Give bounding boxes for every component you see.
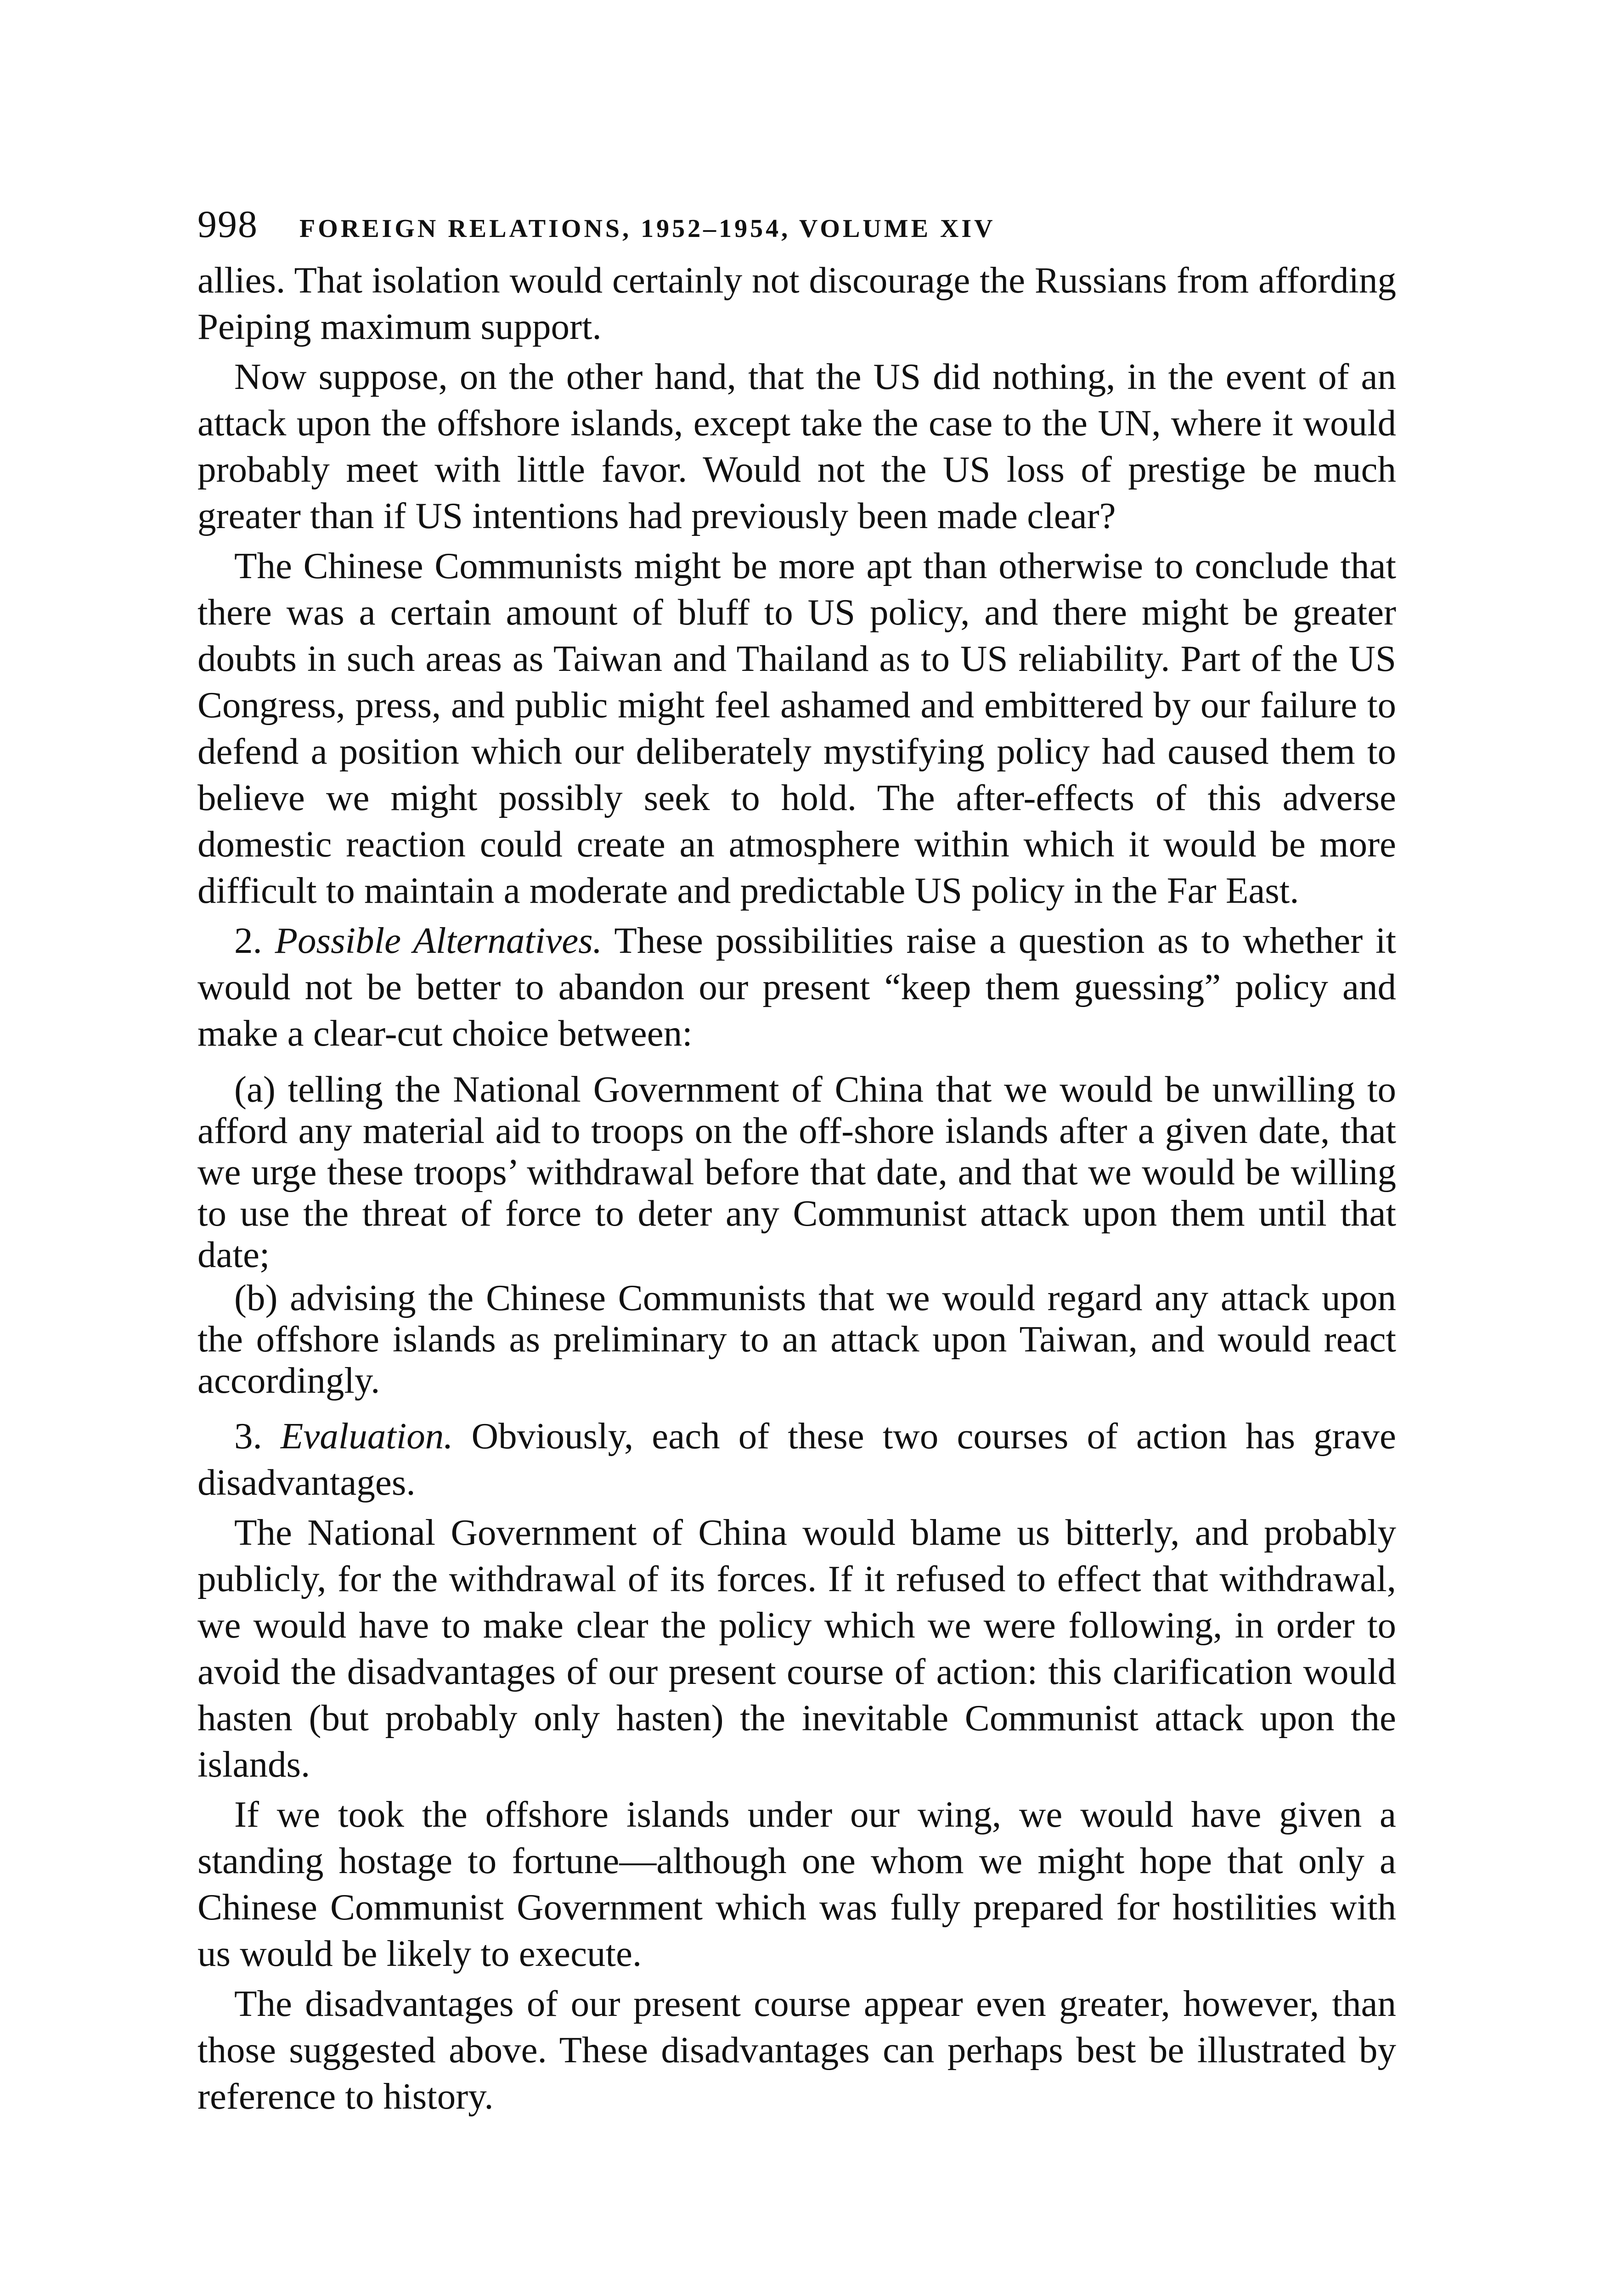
paragraph-offshore-attack: Now suppose, on the other hand, that the US did nothing, in the event of an attack upon the offshore islands, except take the case to the UN, where it would probably meet with little favor. Would not the US loss of prestige be much greater than if US intentions had previously been made clear? bbox=[197, 356, 1396, 536]
alternatives-list bbox=[197, 1069, 1396, 1401]
section-text: Obviously, each of these two courses of action has grave disadvantages. bbox=[197, 1415, 1397, 1503]
paragraph-offshore-wing: If we took the offshore islands under our wing, we would have given a standing hostage to fortune—although one whom we might hope that only a Chinese Communist Government which was fully prepared for hostilities with us would be likely to execute. bbox=[197, 1794, 1396, 1974]
paragraph-evaluation bbox=[197, 1413, 1396, 1506]
running-title: FOREIGN RELATIONS, 1952–1954, VOLUME XIV bbox=[299, 214, 996, 243]
paragraph-communist-perception: The Chinese Communists might be more apt than otherwise to conclude that there was a certain amount of bluff to US policy, and there might be greater doubts in such areas as Taiwan and Thailand as to US reliability. Part of the US Congress, press, and public might feel ashamed and embittered by our failure to defend a position which our deliberately mystifying policy had caused them to believe we might possibly seek to hold. The after-effects of this adverse domestic reaction could create an atmosphere within which it would be more difficult to maintain a moderate and predictable US policy in the Far East. bbox=[197, 545, 1396, 911]
paragraph-possible-alternatives bbox=[197, 917, 1396, 1057]
section-number: 2. bbox=[234, 920, 262, 961]
running-head bbox=[197, 202, 1396, 257]
paragraph-continuation: allies. That isolation would certainly not discourage the Russians from affording Peiping maximum support. bbox=[197, 259, 1396, 347]
section-heading-possible-alternatives: Possible Alternatives. bbox=[275, 920, 603, 961]
page-number: 998 bbox=[197, 203, 258, 246]
option-a: (a) telling the National Government of China that we would be unwilling to afford any material aid to troops on the off-shore islands after a given date, that we urge these troops’ withdrawal before that date, and that we would be willing to use the threat of force to deter any Communist attack upon them until that date; bbox=[197, 1069, 1396, 1275]
paragraph-national-government: The National Government of China would blame us bitterly, and probably publicly, for the withdrawal of its forces. If it refused to effect that withdrawal, we would have to make clear the policy which we were following, in order to avoid the disadvantages of our present course of action: this clarification would hasten (but probably only hasten) the inevitable Communist attack upon the islands. bbox=[197, 1512, 1396, 1785]
document-page bbox=[197, 202, 1396, 2120]
section-number: 3. bbox=[234, 1415, 262, 1457]
section-heading-evaluation: Evaluation. bbox=[280, 1415, 453, 1457]
option-b: (b) advising the Chinese Communists that we would regard any attack upon the offshore islands as preliminary to an attack upon Taiwan, and would react accordingly. bbox=[197, 1277, 1396, 1401]
body-text bbox=[197, 257, 1396, 2120]
section-text: These possibilities raise a question as to whether it would not be better to abandon our present “keep them guessing” policy and make a clear-cut choice between: bbox=[197, 920, 1396, 1054]
paragraph-disadvantages: The disadvantages of our present course appear even greater, however, than those suggested above. These disadvantages can perhaps best be illustrated by reference to history. bbox=[197, 1983, 1396, 2117]
